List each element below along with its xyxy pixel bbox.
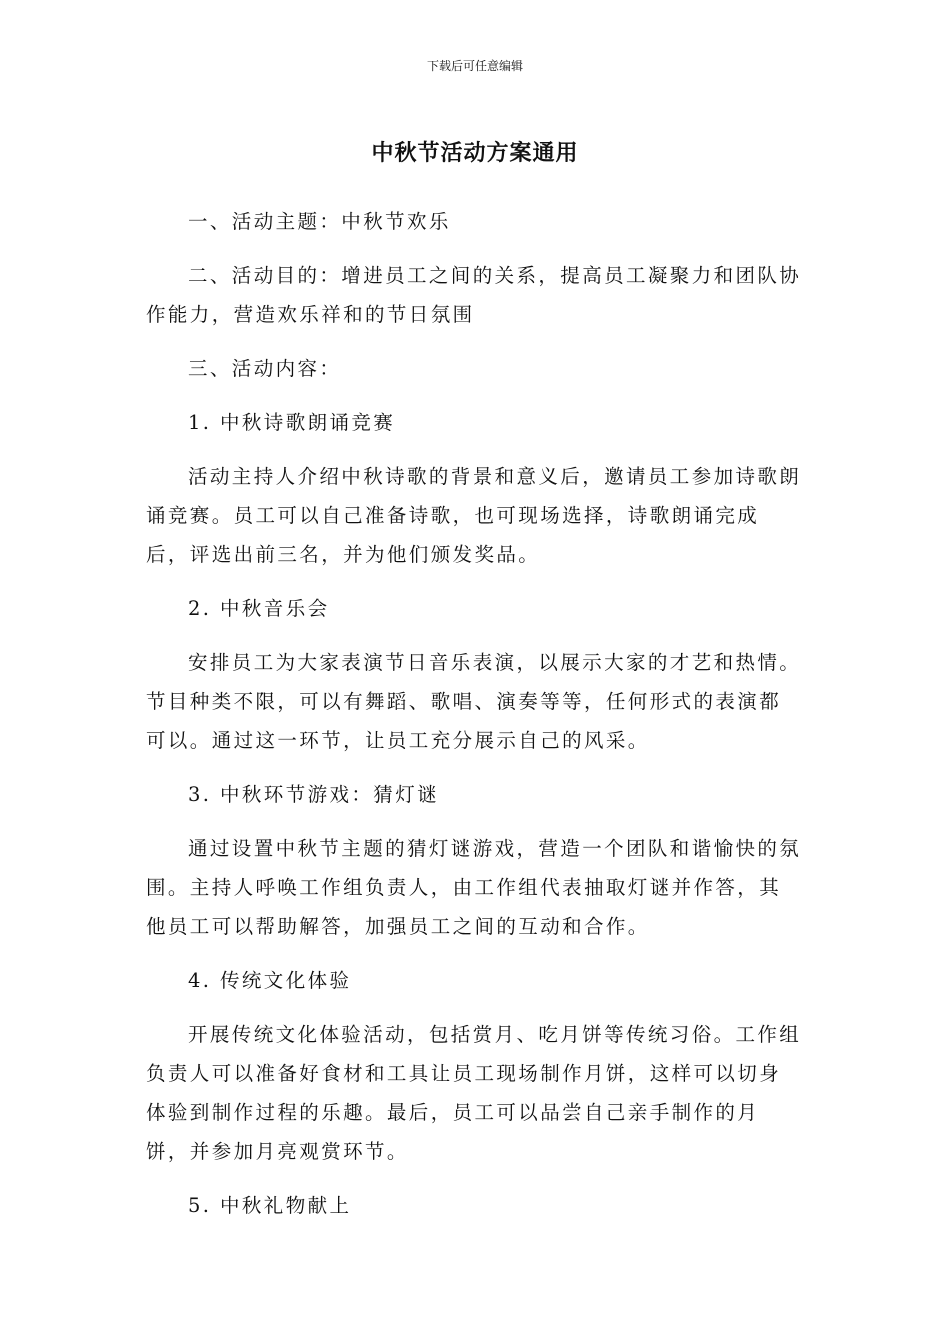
document-body (146, 202, 802, 1240)
paragraph-concert: 安排员工为大家表演节日音乐表演，以展示大家的才艺和热情。节目种类不限，可以有舞蹈、歌唱、演奏等等，任何形式的表演都可以。通过这一环节，让员工充分展示自己的风采。 (146, 651, 802, 752)
item-heading-poetry: 1. 中秋诗歌朗诵竞赛 (188, 411, 396, 434)
header-note: 下载后可任意编辑 (426, 59, 523, 73)
item-heading-riddles: 3. 中秋环节游戏：猜灯谜 (188, 783, 440, 806)
paragraph-content-heading: 三、活动内容： (188, 357, 342, 380)
paragraph-purpose: 二、活动目的：增进员工之间的关系，提高员工凝聚力和团队协作能力，营造欢乐祥和的节日氛围 (146, 264, 802, 326)
paragraph-culture: 开展传统文化体验活动，包括赏月、吃月饼等传统习俗。工作组负责人可以准备好食材和工具让员工现场制作月饼，这样可以切身体验到制作过程的乐趣。最后，员工可以品尝自己亲手制作的月饼，并参加月亮观赏环节。 (146, 1023, 802, 1163)
item-heading-gifts: 5. 中秋礼物献上 (188, 1194, 352, 1217)
paragraph-poetry: 活动主持人介绍中秋诗歌的背景和意义后，邀请员工参加诗歌朗诵竞赛。员工可以自己准备诗歌，也可现场选择，诗歌朗诵完成后，评选出前三名，并为他们颁发奖品。 (146, 465, 802, 566)
document-title: 中秋节活动方案通用 (371, 141, 579, 166)
item-heading-culture: 4. 传统文化体验 (188, 969, 352, 992)
paragraph-riddles: 通过设置中秋节主题的猜灯谜游戏，营造一个团队和谐愉快的氛围。主持人呼唤工作组负责人，由工作组代表抽取灯谜并作答，其他员工可以帮助解答，加强员工之间的互动和合作。 (146, 837, 802, 938)
paragraph-theme: 一、活动主题：中秋节欢乐 (188, 210, 451, 233)
item-heading-concert: 2. 中秋音乐会 (188, 597, 330, 620)
